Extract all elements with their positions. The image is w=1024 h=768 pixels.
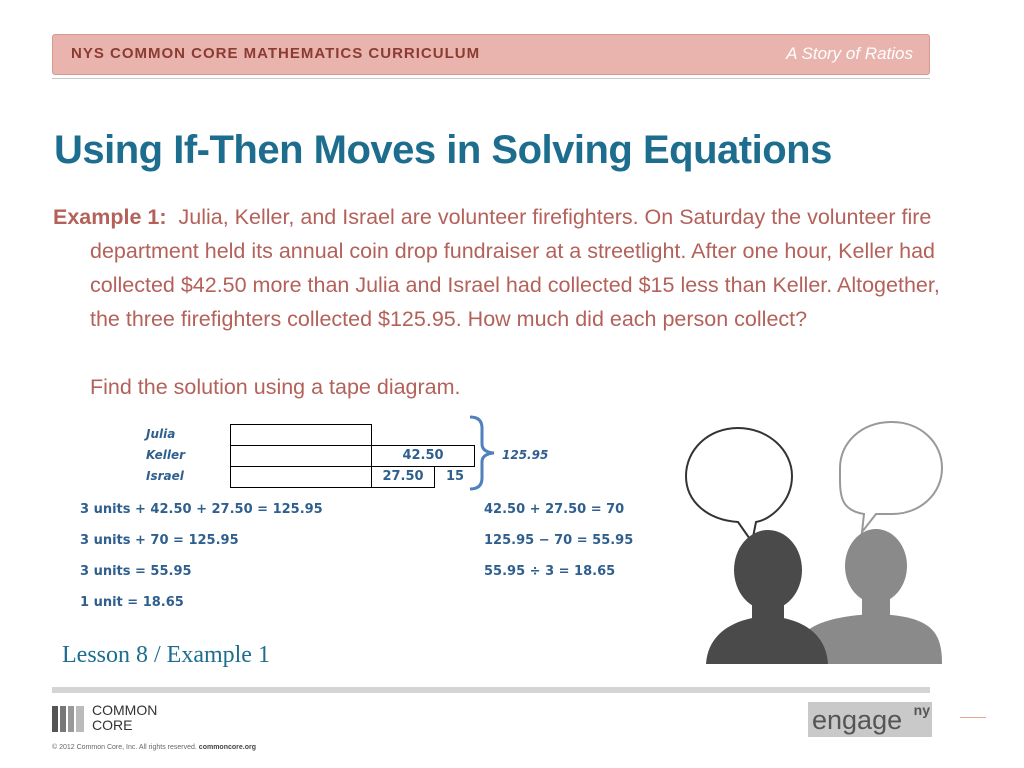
copyright-text: © 2012 Common Core, Inc. All rights reserved. bbox=[52, 744, 197, 751]
tape-less-israel: 15 bbox=[445, 469, 465, 484]
tape-unit-keller bbox=[230, 445, 372, 467]
example-text: Julia, Keller, and Israel are volunteer firefighters. On Saturday the volunteer fire department held its annual coin drop fundraiser at a streetlight. After one hour, Keller had collected $42.50 more than Julia and Israel had collected $15 less than Keller. Altogether, the three firefighters collected $125.95. How much did each person collect? bbox=[90, 205, 940, 331]
engage-superscript: ny bbox=[913, 702, 930, 718]
footer-divider bbox=[52, 687, 930, 693]
header-bar bbox=[52, 34, 930, 75]
copyright bbox=[52, 744, 256, 751]
example-label: Example 1: bbox=[53, 205, 167, 229]
equation-left: 1 unit = 18.65 bbox=[80, 595, 184, 610]
example-block bbox=[53, 200, 965, 336]
discussion-icon bbox=[680, 420, 950, 670]
copyright-link[interactable]: commoncore.org bbox=[198, 744, 256, 751]
person-icon bbox=[706, 530, 828, 664]
curriculum-title: NYS COMMON CORE MATHEMATICS CURRICULUM bbox=[71, 45, 481, 62]
logo-line-1: COMMON bbox=[92, 702, 158, 718]
corner-accent bbox=[960, 717, 986, 718]
equation-left: 3 units = 55.95 bbox=[80, 564, 192, 579]
tape-label-keller: Keller bbox=[146, 448, 186, 462]
lesson-reference: Lesson 8 / Example 1 bbox=[62, 642, 270, 668]
common-core-logo-text bbox=[92, 703, 157, 733]
tape-unit-julia bbox=[230, 424, 372, 446]
tape-unit-israel bbox=[230, 466, 372, 488]
tape-label-julia: Julia bbox=[146, 427, 176, 441]
tape-total: 125.95 bbox=[502, 448, 549, 462]
equation-left: 3 units + 70 = 125.95 bbox=[80, 533, 239, 548]
equation-right: 55.95 ÷ 3 = 18.65 bbox=[484, 564, 616, 579]
module-title: A Story of Ratios bbox=[786, 44, 913, 63]
speech-bubble-icon bbox=[840, 422, 942, 532]
equation-right: 42.50 + 27.50 = 70 bbox=[484, 502, 625, 517]
brace-icon bbox=[466, 414, 500, 492]
engage-word: engage bbox=[812, 705, 903, 735]
example-instruction: Find the solution using a tape diagram. bbox=[90, 375, 461, 399]
tape-extra-keller: 42.50 bbox=[371, 445, 475, 467]
engageny-logo bbox=[808, 702, 932, 737]
equation-right: 125.95 − 70 = 55.95 bbox=[484, 533, 634, 548]
speech-bubble-icon bbox=[686, 428, 792, 542]
slide-title: Using If-Then Moves in Solving Equations bbox=[54, 128, 832, 172]
logo-line-2: CORE bbox=[92, 717, 133, 733]
tape-extra-israel: 27.50 bbox=[371, 466, 435, 488]
equation-left: 3 units + 42.50 + 27.50 = 125.95 bbox=[80, 502, 323, 517]
header-divider bbox=[52, 78, 930, 79]
common-core-logo-icon bbox=[52, 706, 86, 732]
tape-label-israel: Israel bbox=[146, 469, 184, 483]
